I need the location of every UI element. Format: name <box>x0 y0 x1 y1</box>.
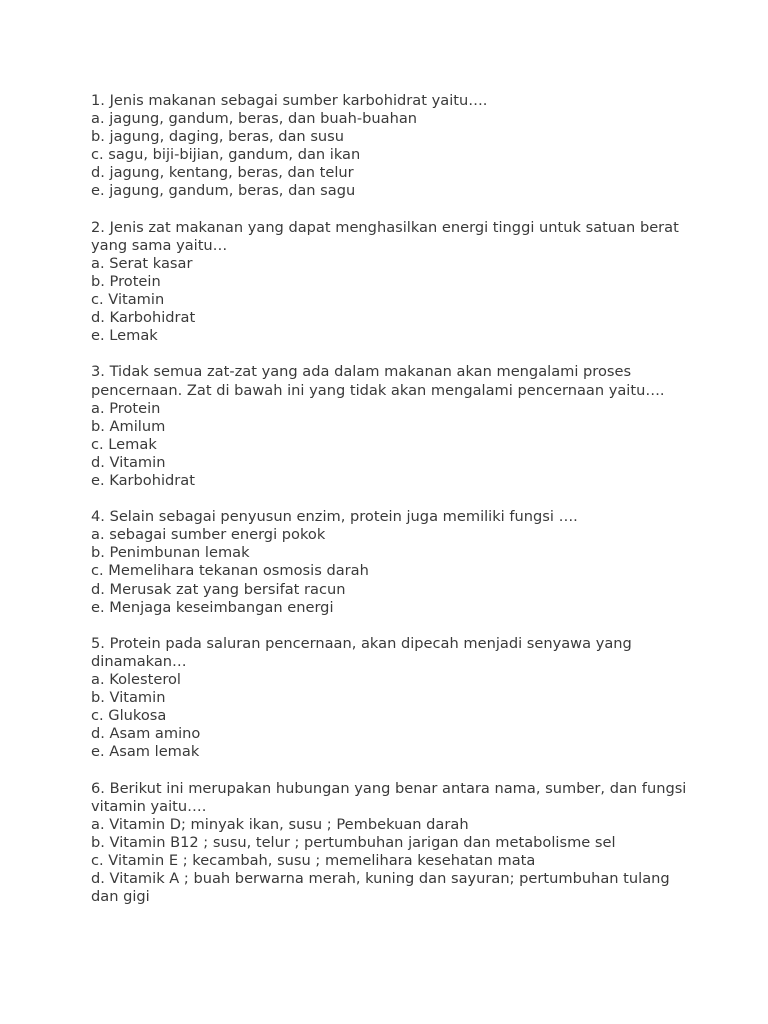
option-e: e. Karbohidrat <box>91 471 195 489</box>
option-b: b. Protein <box>91 272 161 290</box>
question-text: 3. Tidak semua zat-zat yang ada dalam makanan akan mengalami proses pencernaan. Zat di bawah ini yang tidak akan mengalami pencernaan yaitu…. <box>91 363 665 399</box>
question-3 <box>91 363 691 490</box>
question-text: 1. Jenis makanan sebagai sumber karbohidrat yaitu…. <box>91 92 488 109</box>
option-c: c. Glukosa <box>91 707 167 725</box>
option-c: c. Memelihara tekanan osmosis darah <box>91 562 369 580</box>
option-b: b. Penimbunan lemak <box>91 544 250 562</box>
option-c: c. Lemak <box>91 435 157 453</box>
option-c: c. sagu, biji-bijian, gandum, dan ikan <box>91 146 361 164</box>
option-e: e. Lemak <box>91 327 158 345</box>
question-text: 5. Protein pada saluran pencernaan, akan dipecah menjadi senyawa yang dinamakan… <box>91 634 637 670</box>
question-text: 6. Berikut ini merupakan hubungan yang benar antara nama, sumber, dan fungsi vitamin yaitu…. <box>91 779 692 815</box>
option-b: b. Vitamin B12 ; susu, telur ; pertumbuhan jarigan dan metabolisme sel <box>91 833 616 851</box>
option-d: d. Merusak zat yang bersifat racun <box>91 580 346 598</box>
option-a: a. Serat kasar <box>91 254 193 272</box>
option-b: b. jagung, daging, beras, dan susu <box>91 128 345 146</box>
option-a: a. jagung, gandum, beras, dan buah-buahan <box>91 110 418 128</box>
option-b: b. Amilum <box>91 417 166 435</box>
option-c: c. Vitamin <box>91 291 165 309</box>
question-text: 2. Jenis zat makanan yang dapat menghasilkan energi tinggi untuk satuan berat yang sama yaitu… <box>91 218 684 254</box>
option-a: a. sebagai sumber energi pokok <box>91 526 326 544</box>
question-5 <box>91 635 691 762</box>
option-d: d. jagung, kentang, beras, dan telur <box>91 164 354 182</box>
option-d: d. Karbohidrat <box>91 309 196 327</box>
option-e: e. Asam lemak <box>91 743 200 761</box>
option-d: d. Vitamik A ; buah berwarna merah, kuning dan sayuran; pertumbuhan tulang dan gigi <box>91 870 675 906</box>
option-e: e. Menjaga keseimbangan energi <box>91 598 334 616</box>
question-6 <box>91 780 691 907</box>
option-a: a. Protein <box>91 399 161 417</box>
option-d: d. Vitamin <box>91 453 166 471</box>
question-2 <box>91 219 691 346</box>
option-a: a. Kolesterol <box>91 671 181 688</box>
question-list <box>91 92 691 924</box>
option-c: c. Vitamin E ; kecambah, susu ; memelihara kesehatan mata <box>91 851 536 869</box>
option-d: d. Asam amino <box>91 725 201 743</box>
question-4 <box>91 508 691 617</box>
option-a: a. Vitamin D; minyak ikan, susu ; Pembekuan darah <box>91 815 469 833</box>
question-1 <box>91 92 691 201</box>
option-b: b. Vitamin <box>91 689 166 707</box>
question-text: 4. Selain sebagai penyusun enzim, protein juga memiliki fungsi …. <box>91 508 578 526</box>
option-e: e. jagung, gandum, beras, dan sagu <box>91 182 356 200</box>
